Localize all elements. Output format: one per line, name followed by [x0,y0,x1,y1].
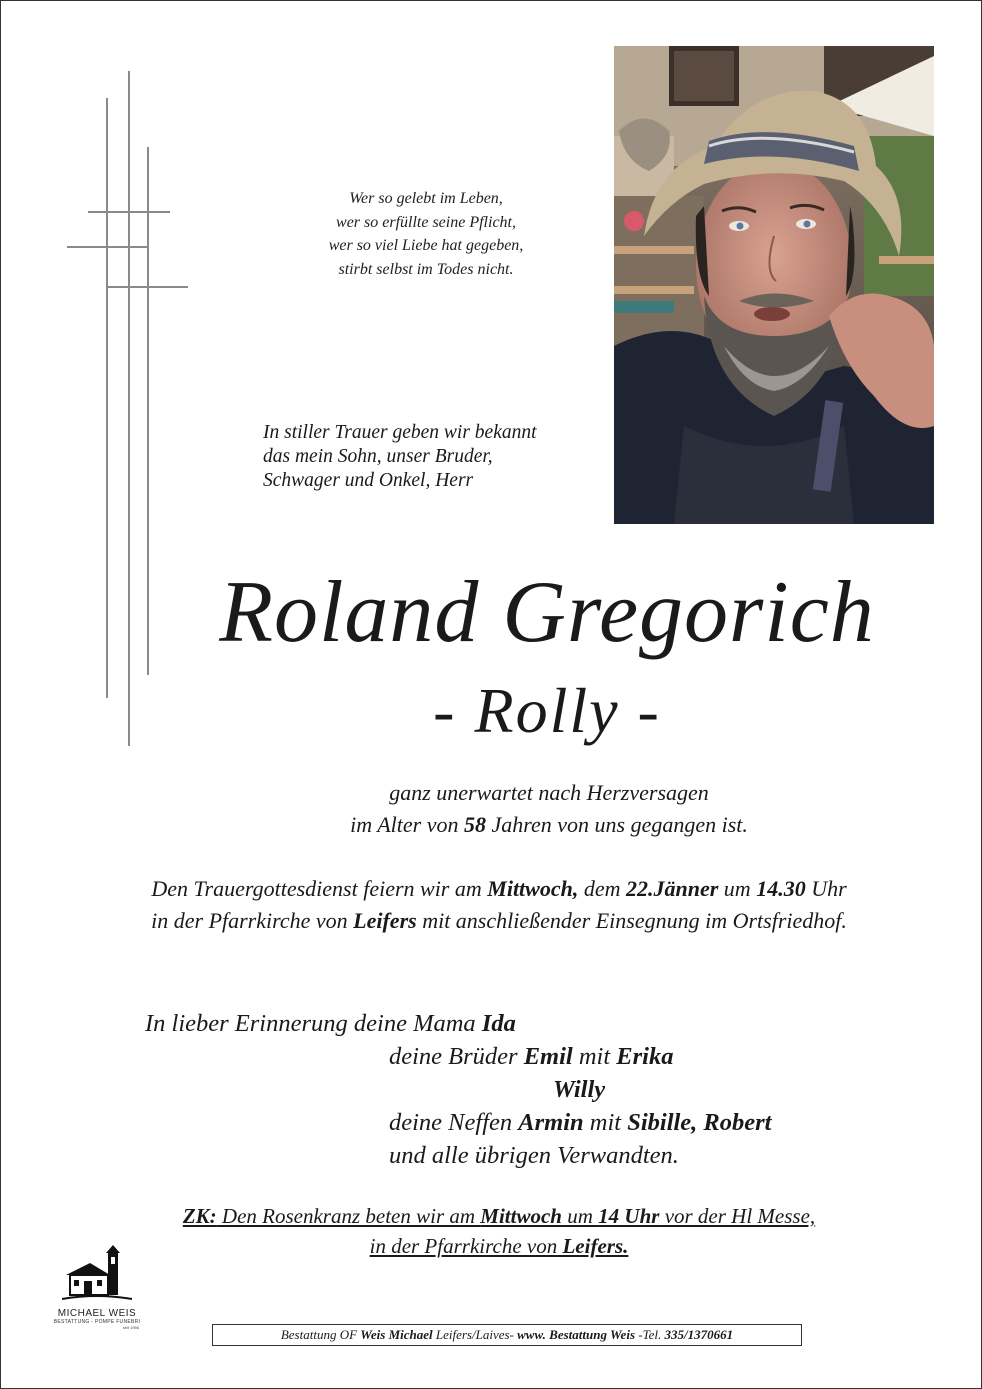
service-text: mit anschließender Einsegnung im Ortsfriedhof. [416,908,847,933]
service-line-2 [1,905,982,937]
footer-text: -Tel. [635,1327,665,1342]
poem-line: wer so viel Liebe hat gegeben, [328,237,524,254]
footer-text: Leifers/Laives- [432,1327,518,1342]
rosary-day: Mittwoch [480,1204,562,1228]
deceased-name: Roland Gregorich [219,564,875,661]
mourner-name: Armin [518,1109,584,1136]
logo-established: seit 1956 [122,1325,139,1330]
poem-line: wer so erfüllte seine Pflicht, [336,213,516,231]
mourner-text: mit [583,1109,628,1136]
funeral-service [1,873,982,937]
rosary-place: Leifers. [562,1234,629,1258]
deceased-nickname: - Rolly - [433,675,661,746]
mourner-brothers [389,1040,673,1073]
poem-line: Wer so gelebt im Leben, [349,190,503,207]
mourner-brother-2 [553,1073,605,1106]
mourner-text: mit [572,1043,617,1070]
mourner-name: Willy [553,1076,606,1103]
service-day: Mittwoch, [487,876,579,901]
footer-phone: 335/1370661 [664,1327,734,1342]
rosary-label: ZK: [182,1204,217,1228]
footer-name: Weis Michael [360,1327,433,1342]
mourner-name: Ida [481,1010,516,1037]
portrait-photo [614,46,934,524]
mourner-mother [145,1007,516,1040]
service-text: in der Pfarrkirche von [151,908,354,933]
mourner-name: Sibille, Robert [627,1109,772,1136]
mourner-text: deine Brüder [389,1043,524,1070]
death-text: Jahren von uns gegangen ist. [485,812,748,837]
service-text: dem [578,876,626,901]
mourner-text: In lieber Erinnerung deine Mama [145,1010,482,1037]
intro-line: das mein Sohn, unser Bruder, [263,446,493,467]
rosary-text: um [561,1204,599,1228]
rosary-text: in der Pfarrkirche von [369,1234,563,1258]
chapel-icon [62,1245,132,1301]
memorial-poem [301,187,551,281]
rosary-time: 14 Uhr [598,1204,660,1228]
death-notice [1,777,982,841]
footer-text: Bestattung OF [280,1327,361,1342]
announcement-intro [263,421,537,493]
service-text: Den Trauergottesdienst feiern wir am [151,876,488,901]
death-line-1: ganz unerwartet nach Herzversagen [389,780,709,805]
mourner-nephews [389,1106,772,1139]
service-place: Leifers [353,908,417,933]
age-value: 58 [463,812,486,837]
death-text: im Alter von [350,812,464,837]
rosary-text: Den Rosenkranz beten wir am [216,1204,481,1228]
funeral-home-logo [49,1245,145,1329]
logo-brand: MICHAEL WEIS [57,1308,137,1319]
service-date: 22.Jänner [626,876,719,901]
service-text: um [718,876,757,901]
intro-line: Schwager und Onkel, Herr [263,470,474,491]
mourner-relatives: und alle übrigen Verwandten. [389,1142,679,1169]
service-line-1 [1,873,982,905]
mourner-name: Emil [523,1043,573,1070]
footer-website: www. Bestattung Weis [517,1327,636,1342]
poem-line: stirbt selbst im Todes nicht. [338,260,514,278]
mourner-name: Erika [616,1043,674,1070]
service-time: 14.30 [756,876,806,901]
intro-line: In stiller Trauer geben wir bekannt [263,422,537,443]
rosary-text: vor der Hl Messe, [659,1204,816,1228]
funeral-home-footer [212,1324,802,1346]
service-text: Uhr [805,876,847,901]
logo-subtitle: BESTATTUNG - POMPE FUNEBRI [53,1319,141,1325]
death-line-2 [1,809,982,841]
mourner-text: deine Neffen [389,1109,519,1136]
rosary-line-2 [1,1231,982,1261]
rosary-line-1 [1,1201,982,1231]
rosary-notice [1,1201,982,1261]
